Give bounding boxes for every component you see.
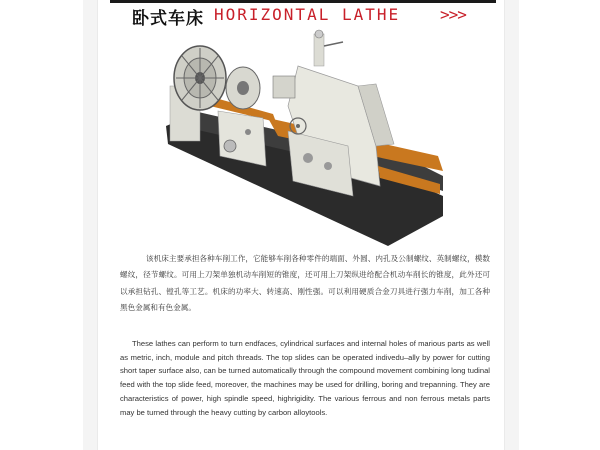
title-chinese: 卧式车床 (132, 9, 204, 29)
description-chinese: 该机床主要承担各种车削工作，它能够车削各种零件的端面、外圆、内孔及公制螺纹、英制螺纹，模数螺纹，径节螺纹。可用上刀架单独机动车削短的锥度，还可用上刀架纵进给配合机动车削长的锥度，此外还可以承担钻孔、镗孔等工艺。机床的功率大、转速高、刚性强。可以利用硬质合金刀具进行强力车削，加工各种黑色金属和有色金属。 (120, 254, 490, 312)
lathe-product-image (148, 26, 448, 250)
page-margin-left (83, 0, 98, 450)
chevron-arrows-icon: >>> (440, 5, 466, 24)
lathe-tool-post (273, 76, 295, 98)
title-english: HORIZONTAL LATHE (214, 5, 401, 24)
header-rule (110, 0, 496, 3)
page-margin-right (504, 0, 519, 450)
description-english: These lathes can perform to turn endfaces, cylindrical surfaces and internal holes of marious parts as well as metric, inch, module and pitch threads. The top slides can be operated indivedu–ally by power for cutting short taper surface also, can be turned automatically through the compound movement combining long tudinal feed with the top slide feed, moreover, the machines may be used for drilling, boring and trepanning. They are characteristics of power, high spindle speed, highrigidity. The various ferrous and non ferrous metals parts may be turned through the heavy cutting by carbon alloytools. (120, 339, 490, 417)
lathe-control-column (314, 34, 324, 66)
